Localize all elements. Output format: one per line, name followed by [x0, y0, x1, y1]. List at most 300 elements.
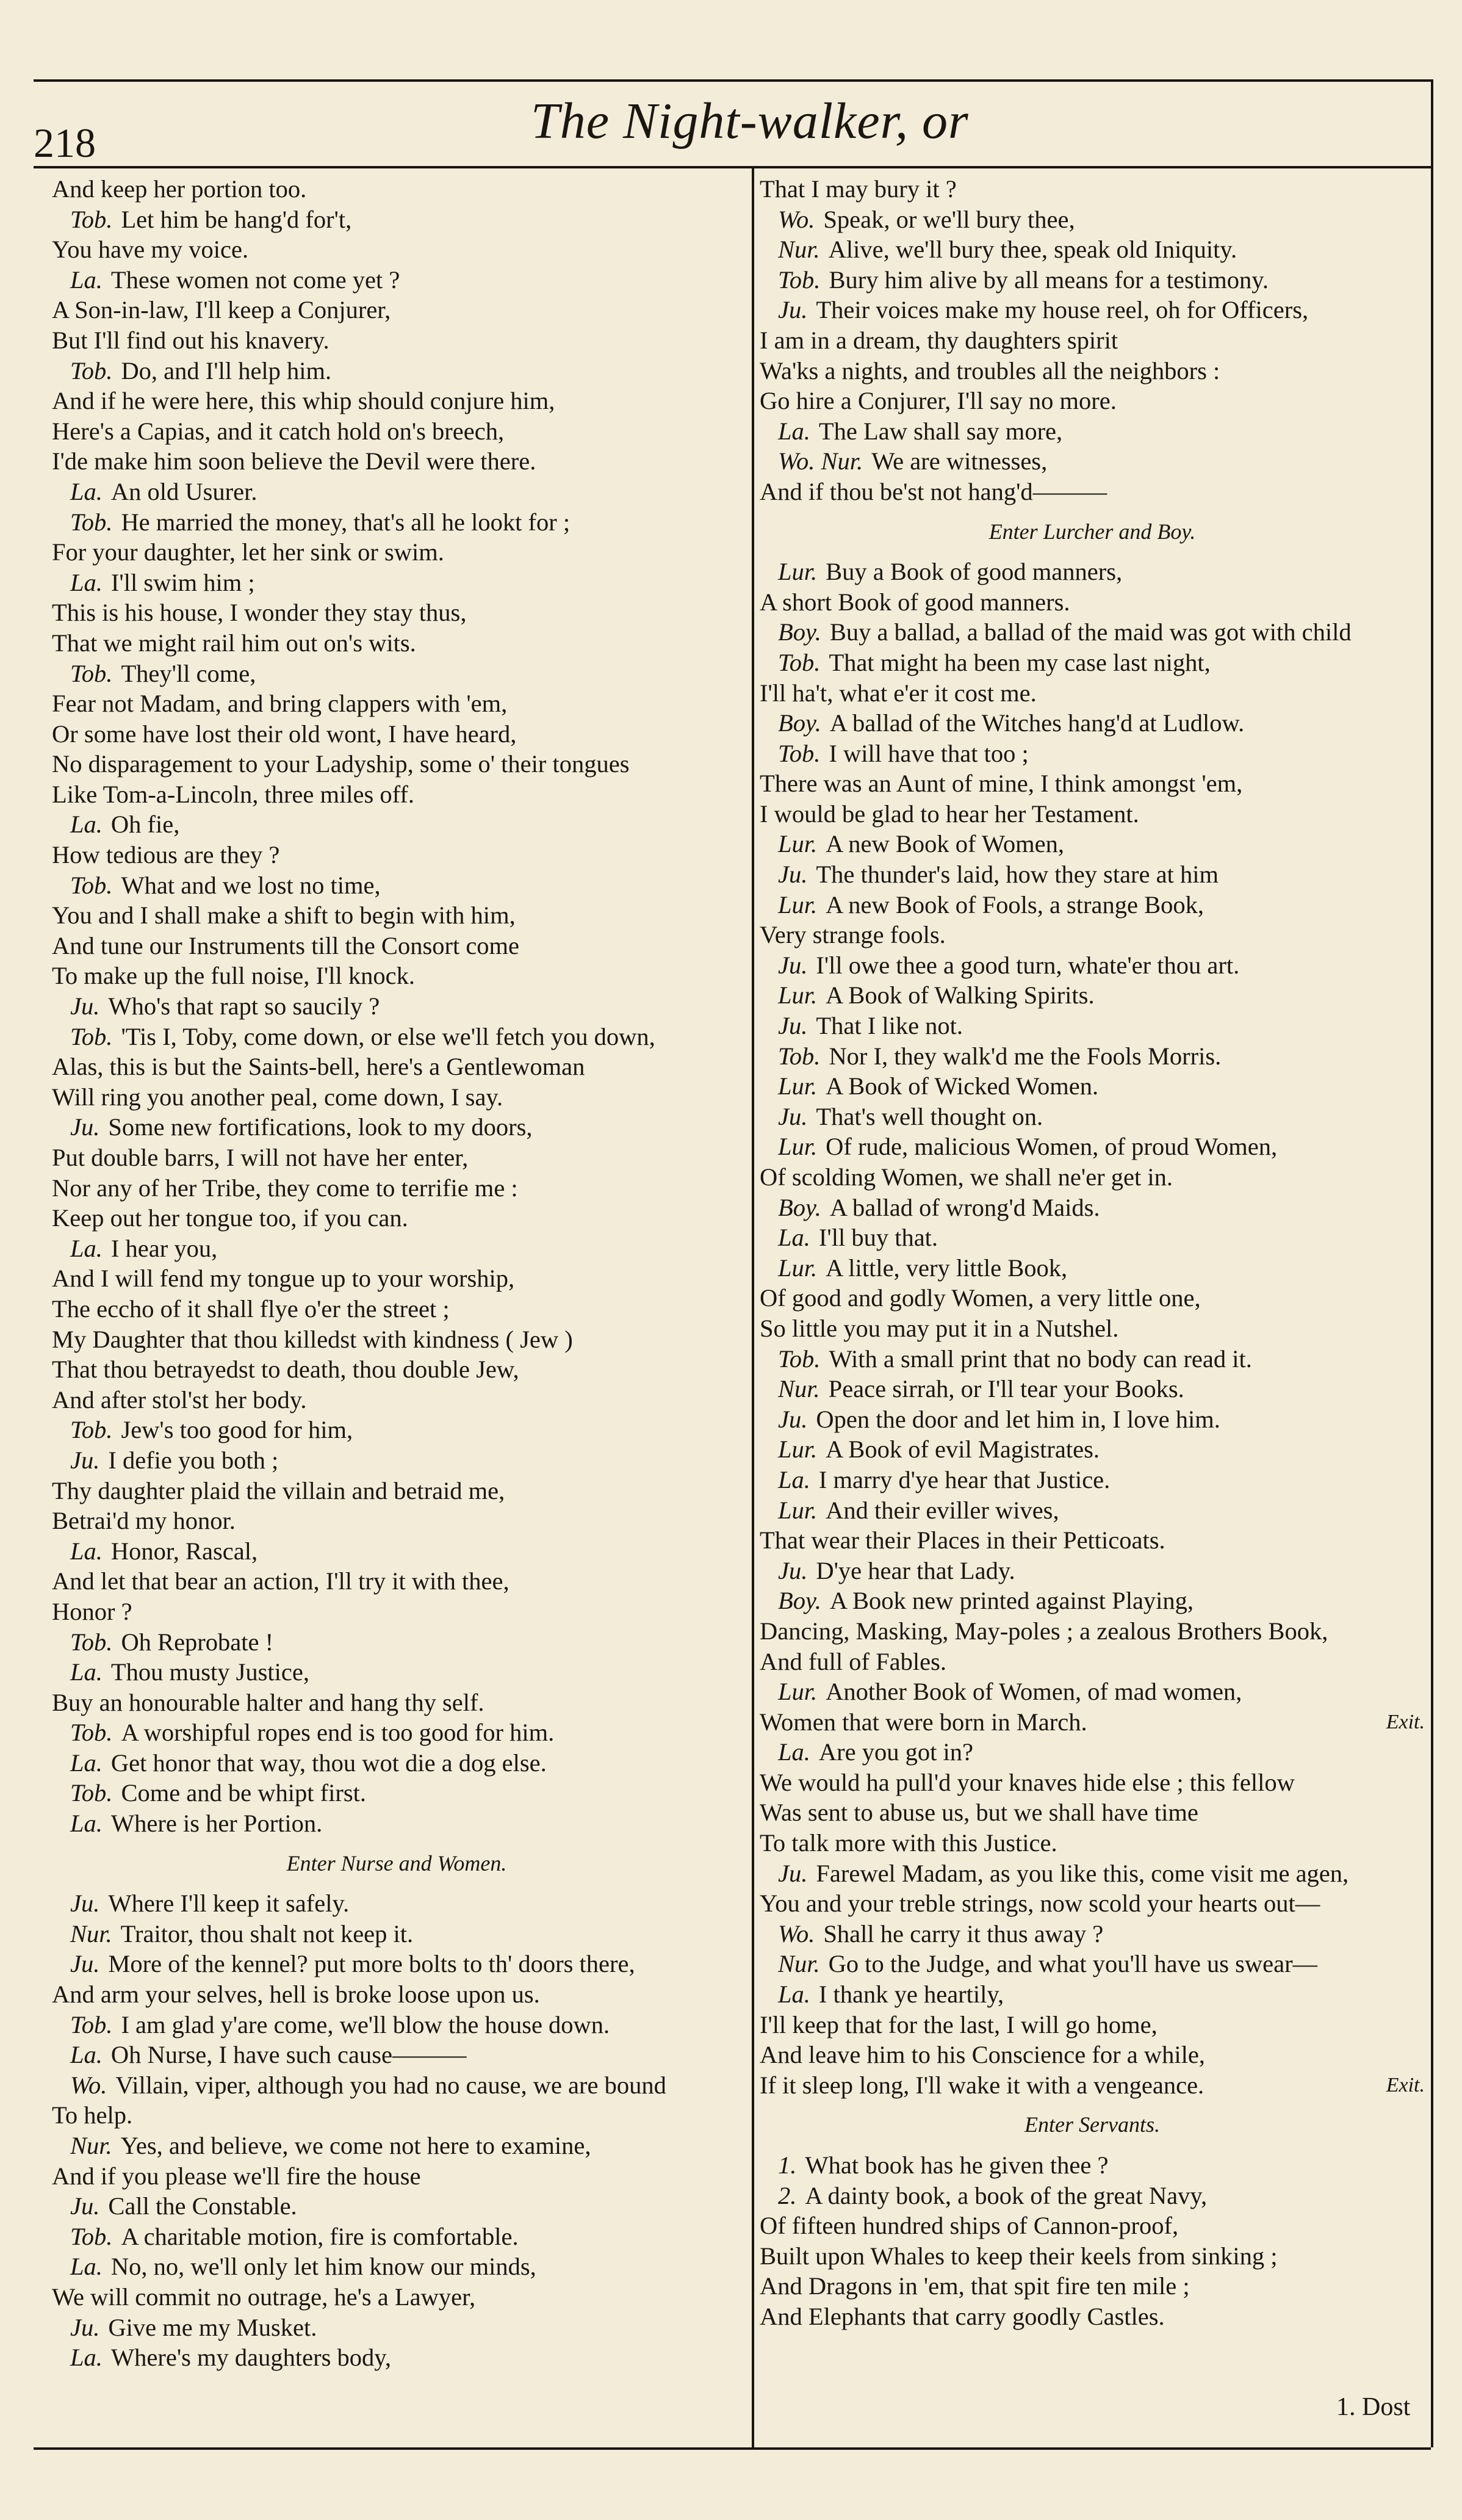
verse-line: [52, 1354, 741, 1385]
line-text: And if you please we'll fire the house: [52, 2162, 421, 2190]
line-text: Villain, viper, although you had no cause, we are bound: [115, 2071, 666, 2099]
speaker-name: Boy.: [778, 1193, 821, 1221]
line-text: How tedious are they ?: [52, 841, 280, 869]
line-text: So little you may put it in a Nutshel.: [760, 1314, 1119, 1342]
verse-line: [52, 1022, 741, 1052]
speaker-name: Tob.: [70, 205, 113, 233]
line-text: Of rude, malicious Women, of proud Women,: [826, 1133, 1278, 1161]
line-text: A Book new printed against Playing,: [829, 1587, 1194, 1615]
verse-line: [760, 1465, 1425, 1495]
line-text: And Elephants that carry goodly Castles.: [760, 2302, 1165, 2330]
verse-line: [760, 2271, 1425, 2302]
speaker-name: Wo.: [778, 1919, 815, 1948]
speaker-name: Lur.: [778, 981, 818, 1009]
speaker-name: Ju.: [778, 1859, 808, 1887]
line-text: That we might rail him out on's wits.: [52, 629, 416, 657]
verse-line: [760, 1828, 1425, 1858]
verse-line: [760, 2010, 1425, 2040]
verse-line: [760, 1949, 1425, 1979]
line-text: We are witnesses,: [871, 447, 1048, 475]
line-text: Or some have lost their old wont, I have heard,: [52, 720, 517, 748]
line-text: No, no, we'll only let him know our minds,: [110, 2253, 536, 2281]
verse-line: [760, 204, 1425, 235]
line-text: To talk more with this Justice.: [760, 1829, 1057, 1857]
line-text: Very strange fools.: [760, 921, 946, 949]
line-text: A Book of Wicked Women.: [826, 1072, 1099, 1100]
verse-line: [52, 2342, 741, 2373]
speaker-name: Ju.: [70, 1890, 100, 1918]
speaker-name: La.: [70, 1658, 103, 1686]
line-text: Women that were born in March.: [760, 1708, 1087, 1736]
speaker-name: Lur.: [778, 1435, 818, 1464]
speaker-name: La.: [70, 265, 103, 294]
speaker-name: Wo.: [778, 205, 815, 233]
verse-line: [760, 477, 1425, 507]
verse-line: [52, 2222, 741, 2252]
verse-line: [760, 1979, 1425, 2010]
verse-line: [52, 1748, 741, 1778]
speaker-name: Lur.: [778, 1072, 818, 1100]
line-text: A little, very little Book,: [826, 1254, 1068, 1282]
verse-line: [760, 1193, 1425, 1223]
verse-line: [760, 386, 1425, 416]
verse-line: [760, 1102, 1425, 1132]
line-text: Nor any of her Tribe, they come to terrifie me :: [52, 1174, 518, 1202]
left-text-column: [52, 174, 741, 2373]
line-text: If it sleep long, I'll wake it with a vengeance.: [760, 2071, 1205, 2099]
speaker-name: Wo.: [70, 2071, 107, 2099]
line-text: I'll buy that.: [818, 1224, 938, 1252]
line-text: That might ha been my case last night,: [829, 648, 1211, 676]
speaker-name: Ju.: [70, 1950, 100, 1978]
line-text: A Book of Walking Spirits.: [826, 981, 1095, 1009]
line-text: I thank ye heartily,: [818, 1980, 1004, 2009]
verse-line: [760, 2302, 1425, 2332]
catchword: 1. Dost: [1336, 2393, 1411, 2421]
verse-line: [52, 2040, 741, 2070]
line-text: Speak, or we'll bury thee,: [823, 205, 1075, 233]
speaker-name: Nur.: [778, 236, 820, 264]
line-text: A Book of evil Magistrates.: [826, 1435, 1100, 1464]
verse-line: [760, 1253, 1425, 1283]
line-text: Keep out her tongue too, if you can.: [52, 1204, 408, 1232]
speaker-name: Ju.: [70, 1446, 100, 1474]
stage-direction: Enter Lurcher and Boy.: [988, 519, 1196, 544]
right-text-column: [760, 174, 1425, 2332]
verse-line: [52, 1143, 741, 1173]
line-text: A worshipful ropes end is too good for him.: [121, 1719, 555, 1747]
speaker-name: Tob.: [70, 2010, 113, 2038]
speaker-name: Tob.: [778, 1345, 821, 1373]
line-text: They'll come,: [121, 659, 256, 687]
line-text: I'll owe thee a good turn, whate'er thou art.: [816, 951, 1240, 979]
line-text: Here's a Capias, and it catch hold on's breech,: [52, 417, 505, 445]
line-text: And arm your selves, hell is broke loose upon us.: [52, 1980, 540, 2009]
line-text: Of scolding Women, we shall ne'er get in.: [760, 1163, 1173, 1191]
line-text: And if he were here, this whip should conjure him,: [52, 387, 555, 415]
line-text: Put double barrs, I will not have her enter,: [52, 1144, 469, 1171]
stage-direction: Enter Nurse and Women.: [286, 1850, 507, 1876]
line-text: For your daughter, let her sink or swim.: [52, 538, 444, 566]
verse-line: [52, 2131, 741, 2161]
verse-line: [760, 1677, 1425, 1707]
speaker-name: Tob.: [70, 2222, 113, 2250]
verse-line: [52, 1445, 741, 1476]
line-text: Betrai'd my honor.: [52, 1507, 236, 1535]
verse-line: [52, 568, 741, 598]
verse-line: [52, 1979, 741, 2010]
line-text: Some new fortifications, look to my doors,: [108, 1113, 533, 1141]
line-text: Come and be whipt first.: [121, 1779, 366, 1807]
verse-line: [52, 809, 741, 840]
line-text: He married the money, that's all he lookt for ;: [121, 508, 571, 536]
speaker-name: Ju.: [70, 992, 100, 1020]
line-text: Bury him alive by all means for a testimony.: [829, 265, 1269, 294]
line-text: A new Book of Women,: [826, 830, 1065, 858]
verse-line: [52, 265, 741, 295]
verse-line: [52, 900, 741, 931]
line-text: To help.: [52, 2101, 133, 2129]
verse-line: [760, 1404, 1425, 1435]
exit-direction: Exit.: [1386, 2073, 1425, 2096]
speaker-name: La.: [778, 1224, 810, 1252]
speaker-name: Tob.: [70, 1779, 113, 1807]
column-divider: [752, 168, 754, 2447]
speaker-name: La.: [778, 1465, 810, 1493]
speaker-name: La.: [778, 1980, 810, 2009]
line-text: Thou musty Justice,: [110, 1658, 310, 1686]
verse-line: [760, 1434, 1425, 1465]
line-text: A new Book of Fools, a strange Book,: [826, 890, 1205, 919]
verse-line: [760, 1222, 1425, 1253]
verse-line: [760, 1011, 1425, 1041]
verse-line: [760, 1132, 1425, 1162]
speaker-name: Ju.: [778, 1556, 808, 1584]
line-text: Was sent to abuse us, but we shall have time: [760, 1799, 1198, 1827]
line-text: 'Tis I, Toby, come down, or else we'll fetch you down,: [121, 1022, 655, 1050]
verse-line: [52, 1112, 741, 1143]
verse-line: [760, 950, 1425, 981]
line-text: Who's that rapt so saucily ?: [108, 992, 380, 1020]
verse-line: [760, 2070, 1425, 2101]
verse-line: [52, 1888, 741, 1919]
verse-line: [52, 2161, 741, 2192]
verse-line: [52, 1476, 741, 1506]
verse-line: [52, 325, 741, 356]
speaker-name: Tob.: [70, 1719, 113, 1747]
speaker-name: Tob.: [70, 871, 113, 899]
line-text: I'de make him soon believe the Devil were there.: [52, 447, 536, 475]
line-text: That wear their Places in their Petticoats.: [760, 1526, 1165, 1554]
line-text: Oh fie,: [110, 811, 180, 839]
verse-line: [760, 2211, 1425, 2241]
line-text: A Son-in-law, I'll keep a Conjurer,: [52, 296, 391, 324]
verse-line: [52, 719, 741, 749]
verse-line: [52, 2282, 741, 2312]
verse-line: [760, 768, 1425, 799]
verse-line: [760, 1071, 1425, 1102]
line-text: I'll ha't, what e'er it cost me.: [760, 679, 1037, 707]
verse-line: [760, 416, 1425, 447]
line-text: Of good and godly Women, a very little one,: [760, 1284, 1201, 1312]
verse-line: [52, 1717, 741, 1748]
exit-direction: Exit.: [1386, 1710, 1425, 1733]
speaker-name: La.: [70, 568, 103, 596]
line-text: Where's my daughters body,: [110, 2344, 391, 2372]
speaker-name: La.: [70, 2041, 103, 2069]
line-text: Peace sirrah, or I'll tear your Books.: [828, 1375, 1184, 1403]
verse-line: [52, 1657, 741, 1688]
line-text: Buy a ballad, a ballad of the maid was got with child: [829, 618, 1352, 646]
verse-line: [760, 1919, 1425, 1949]
line-text: Let him be hang'd for't,: [121, 205, 352, 233]
verse-line: [760, 1344, 1425, 1374]
verse-line: [52, 1949, 741, 1979]
line-text: Their voices make my house reel, oh for Officers,: [816, 296, 1309, 324]
speaker-name: Nur.: [778, 1375, 820, 1403]
verse-line: [52, 1324, 741, 1355]
verse-line: [760, 1888, 1425, 1919]
verse-line: [52, 1566, 741, 1597]
speaker-name: Tob.: [778, 739, 821, 767]
line-text: This is his house, I wonder they stay thus,: [52, 599, 467, 627]
line-text: And let that bear an action, I'll try it with thee,: [52, 1567, 510, 1595]
line-text: A dainty book, a book of the great Navy,: [805, 2181, 1208, 2209]
verse-line: [52, 1506, 741, 1536]
line-text: Honor, Rascal,: [110, 1537, 258, 1565]
line-text: I'll swim him ;: [110, 568, 255, 596]
line-text: I marry d'ye hear that Justice.: [818, 1465, 1111, 1493]
verse-line: [52, 749, 741, 779]
verse-line: [52, 2191, 741, 2222]
line-text: Farewel Madam, as you like this, come visit me agen,: [816, 1859, 1349, 1887]
line-text: Built upon Whales to keep their keels from sinking ;: [760, 2242, 1278, 2270]
line-text: And leave him to his Conscience for a while,: [760, 2041, 1205, 2069]
speaker-name: Boy.: [778, 709, 821, 737]
line-text: Go to the Judge, and what you'll have us swear—: [828, 1950, 1318, 1978]
line-text: Shall he carry it thus away ?: [823, 1919, 1104, 1948]
speaker-name: Lur.: [778, 1678, 818, 1706]
line-text: Alive, we'll bury thee, speak old Iniquity.: [828, 236, 1237, 264]
verse-line: [760, 859, 1425, 890]
line-text: No disparagement to your Ladyship, some o' their tongues: [52, 750, 630, 778]
line-text: Another Book of Women, of mad women,: [826, 1678, 1242, 1706]
verse-line: [52, 840, 741, 870]
verse-line: [52, 507, 741, 538]
speaker-name: Boy.: [778, 618, 821, 646]
line-text: That I may bury it ?: [760, 175, 957, 203]
line-text: Get honor that way, thou wot die a dog else.: [110, 1749, 547, 1777]
line-text: My Daughter that thou killedst with kindness ( Jew ): [52, 1325, 573, 1353]
line-text: Of fifteen hundred ships of Cannon-proof,: [760, 2212, 1179, 2240]
verse-line: [760, 617, 1425, 648]
verse-line: [760, 2241, 1425, 2272]
verse-line: [52, 1919, 741, 1949]
verse-line: [52, 537, 741, 568]
line-text: The eccho of it shall flye o'er the street ;: [52, 1294, 450, 1323]
line-text: I am glad y'are come, we'll blow the house down.: [121, 2010, 610, 2038]
speaker-name: Lur.: [778, 830, 818, 858]
speaker-name: La.: [778, 1738, 810, 1766]
speaker-name: Tob.: [70, 1416, 113, 1444]
verse-line: [52, 991, 741, 1022]
line-text: You and your treble strings, now scold your hearts out—: [760, 1890, 1320, 1918]
verse-line: [52, 1385, 741, 1415]
verse-line: [760, 1162, 1425, 1193]
line-text: And I will fend my tongue up to your worship,: [52, 1265, 515, 1293]
speaker-name: Tob.: [70, 1022, 113, 1050]
verse-line: [52, 628, 741, 659]
line-text: A short Book of good manners.: [760, 588, 1070, 616]
verse-line: [760, 1495, 1425, 1526]
speaker-name: Ju.: [778, 296, 808, 324]
verse-line: [52, 1082, 741, 1113]
verse-line: [52, 779, 741, 810]
verse-line: [52, 1627, 741, 1658]
line-text: Go hire a Conjurer, I'll say no more.: [760, 387, 1117, 415]
speaker-name: Tob.: [70, 659, 113, 687]
line-text: And if thou be'st not hang'd———: [760, 477, 1107, 505]
verse-line: [52, 1263, 741, 1294]
verse-line: [760, 920, 1425, 950]
speaker-name: Ju.: [778, 951, 808, 979]
line-text: The Law shall say more,: [818, 417, 1063, 445]
verse-line: [52, 961, 741, 991]
line-text: Call the Constable.: [108, 2192, 297, 2220]
speaker-name: Ju.: [70, 2313, 100, 2341]
line-text: Buy a Book of good manners,: [826, 558, 1123, 586]
line-text: What and we lost no time,: [121, 871, 381, 899]
verse-line: [52, 1808, 741, 1839]
verse-line: [52, 356, 741, 386]
verse-line: [760, 356, 1425, 386]
line-text: Are you got in?: [818, 1738, 973, 1766]
verse-line: [52, 1536, 741, 1567]
line-text: Buy an honourable halter and hang thy self.: [52, 1688, 484, 1716]
speaker-name: La.: [778, 417, 810, 445]
verse-line: [760, 1586, 1425, 1616]
line-text: A ballad of the Witches hang'd at Ludlow.: [829, 709, 1245, 737]
line-text: I would be glad to hear her Testament.: [760, 800, 1139, 828]
speaker-name: Tob.: [778, 648, 821, 676]
line-text: A charitable motion, fire is comfortable.: [121, 2222, 519, 2250]
line-text: With a small print that no body can read it.: [829, 1345, 1252, 1373]
line-text: Jew's too good for him,: [121, 1416, 353, 1444]
header-rule-bottom: [34, 166, 1431, 168]
line-text: Nor I, they walk'd me the Fools Morris.: [829, 1042, 1222, 1070]
line-text: And keep her portion too.: [52, 175, 307, 203]
line-text: I'll keep that for the last, I will go home,: [760, 2010, 1158, 2038]
verse-line: [760, 738, 1425, 769]
verse-line: [52, 1597, 741, 1627]
speaker-name: Lur.: [778, 1254, 818, 1282]
line-text: And Dragons in 'em, that spit fire ten mile ;: [760, 2272, 1190, 2300]
verse-line: [760, 265, 1425, 295]
speaker-name: Lur.: [778, 1133, 818, 1161]
verse-line: [52, 386, 741, 416]
line-text: That's well thought on.: [816, 1102, 1043, 1130]
line-text: Will ring you another peal, come down, I say.: [52, 1083, 503, 1111]
line-text: Do, and I'll help him.: [121, 356, 332, 384]
verse-line: [52, 598, 741, 628]
line-text: Traitor, thou shalt not keep it.: [120, 1919, 414, 1948]
line-text: There was an Aunt of mine, I think amongst 'em,: [760, 770, 1243, 798]
line-text: We will commit no outrage, he's a Lawyer,: [52, 2283, 476, 2311]
verse-line: [52, 416, 741, 447]
verse-line: [760, 174, 1425, 204]
verse-line: [52, 174, 741, 204]
line-text: I will have that too ;: [829, 739, 1029, 767]
line-text: Where I'll keep it safely.: [108, 1890, 350, 1918]
speaker-name: Tob.: [70, 508, 113, 536]
verse-line: [760, 708, 1425, 738]
line-text: Like Tom-a-Lincoln, three miles off.: [52, 780, 414, 808]
speaker-name: Ju.: [778, 861, 808, 889]
verse-line: [760, 799, 1425, 829]
verse-line: [52, 2312, 741, 2343]
verse-line: [760, 1737, 1425, 1767]
verse-line: [52, 1233, 741, 1264]
speaker-name: Lur.: [778, 890, 818, 919]
line-text: I hear you,: [110, 1234, 218, 1262]
line-text: These women not come yet ?: [110, 265, 400, 294]
verse-line: [760, 1556, 1425, 1586]
speaker-name: La.: [70, 1537, 103, 1565]
line-text: And full of Fables.: [760, 1647, 946, 1675]
verse-line: [760, 1041, 1425, 1072]
verse-line: [52, 477, 741, 507]
speaker-name: Nur.: [70, 2132, 112, 2159]
speaker-name: La.: [70, 477, 103, 505]
speaker-name: Nur.: [778, 1950, 820, 1978]
verse-line: [760, 325, 1425, 356]
line-text: You and I shall make a shift to begin with him,: [52, 901, 516, 930]
verse-line: [52, 1052, 741, 1082]
line-text: Oh Nurse, I have such cause———: [110, 2041, 467, 2069]
verse-line: [52, 234, 741, 265]
line-text: Thy daughter plaid the villain and betraid me,: [52, 1476, 505, 1504]
line-text: D'ye hear that Lady.: [816, 1556, 1015, 1584]
verse-line: [52, 870, 741, 901]
stage-direction: Enter Servants.: [1024, 2112, 1160, 2137]
line-text: The thunder's laid, how they stare at him: [816, 861, 1219, 889]
line-text: That I like not.: [816, 1012, 963, 1040]
verse-line: [760, 829, 1425, 859]
verse-line: [760, 295, 1425, 325]
running-title: The Night-walker, or: [531, 93, 969, 150]
speaker-name: Tob.: [778, 1042, 821, 1070]
verse-line: [760, 2150, 1425, 2181]
line-text: More of the kennel? put more bolts to th' doors there,: [108, 1950, 635, 1978]
speaker-name: Ju.: [778, 1012, 808, 1040]
line-text: Give me my Musket.: [108, 2313, 317, 2341]
line-text: What book has he given thee ?: [805, 2151, 1109, 2179]
verse-line: [760, 980, 1425, 1011]
verse-line: [760, 2181, 1425, 2211]
speaker-name: La.: [70, 1234, 103, 1262]
verse-line: [760, 1313, 1425, 1344]
verse-line: [52, 1203, 741, 1233]
verse-line: [760, 1797, 1425, 1828]
speaker-name: Lur.: [778, 1496, 818, 1524]
line-text: Fear not Madam, and bring clappers with 'em,: [52, 690, 508, 718]
verse-line: [760, 1525, 1425, 1556]
line-text: Honor ?: [52, 1597, 132, 1625]
verse-line: [52, 1778, 741, 1808]
verse-line: [760, 678, 1425, 709]
verse-line: [760, 1767, 1425, 1798]
verse-line: [52, 688, 741, 719]
